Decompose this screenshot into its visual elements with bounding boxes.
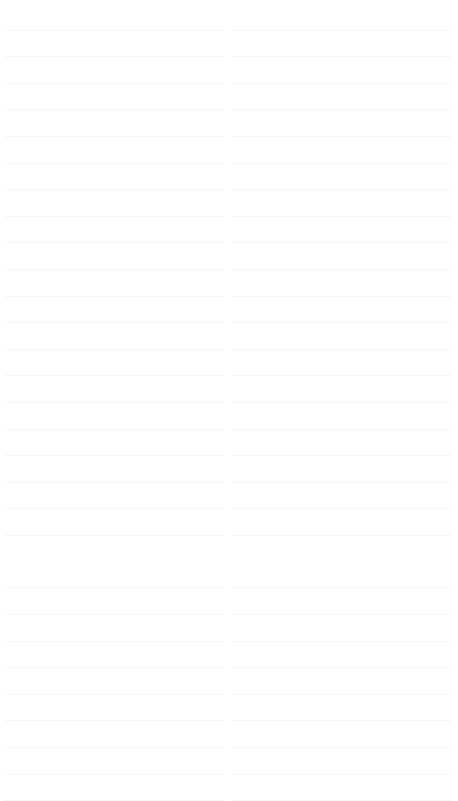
right-column-verse-line	[232, 350, 452, 377]
left-column-verse-line	[4, 642, 224, 669]
right-column-verse-line	[232, 4, 452, 31]
left-column-verse-line	[4, 721, 224, 748]
left-column-verse-line	[4, 31, 224, 58]
right-column-verse-line	[232, 270, 452, 297]
right-column-verse-line	[232, 164, 452, 191]
right-column-verse-line	[232, 84, 452, 111]
stanza-gap	[232, 536, 452, 562]
right-column-verse-line	[232, 217, 452, 244]
left-column-verse-line	[4, 323, 224, 350]
left-column-verse-line	[4, 137, 224, 164]
right-column-verse-line	[232, 483, 452, 510]
left-column-verse-line	[4, 562, 224, 589]
left-column-verse-line	[4, 748, 224, 775]
right-column-verse-line	[232, 748, 452, 775]
right-column-verse-line	[232, 775, 452, 801]
left-column-verse-line	[4, 84, 224, 111]
right-column-verse-line	[232, 456, 452, 483]
right-column-verse-line	[232, 190, 452, 217]
left-column-verse-line	[4, 456, 224, 483]
right-column-verse-line	[232, 297, 452, 324]
right-column-verse-line	[232, 57, 452, 84]
left-column-verse-line	[4, 483, 224, 510]
right-column-verse-line	[232, 376, 452, 403]
right-column-verse-line	[232, 323, 452, 350]
right-column-verse-line	[232, 588, 452, 615]
right-column-verse-line	[232, 668, 452, 695]
left-column-verse-line	[4, 430, 224, 457]
left-column-verse-line	[4, 588, 224, 615]
left-column-verse-line	[4, 775, 224, 801]
right-column-verse-line	[232, 110, 452, 137]
right-column-verse-line	[232, 137, 452, 164]
left-column-verse-line	[4, 668, 224, 695]
left-column-verse-line	[4, 243, 224, 270]
left-column-verse-line	[4, 297, 224, 324]
right-column-verse-line	[232, 509, 452, 536]
left-text-column	[4, 4, 224, 801]
right-column-verse-line	[232, 430, 452, 457]
left-column-verse-line	[4, 217, 224, 244]
left-column-verse-line	[4, 509, 224, 536]
right-column-verse-line	[232, 695, 452, 722]
right-column-verse-line	[232, 562, 452, 589]
left-column-verse-line	[4, 695, 224, 722]
right-column-verse-line	[232, 642, 452, 669]
left-column-verse-line	[4, 350, 224, 377]
right-column-verse-line	[232, 403, 452, 430]
left-column-verse-line	[4, 164, 224, 191]
left-column-verse-line	[4, 4, 224, 31]
left-column-verse-line	[4, 110, 224, 137]
left-column-verse-line	[4, 615, 224, 642]
left-column-verse-line	[4, 57, 224, 84]
right-column-verse-line	[232, 721, 452, 748]
right-text-column	[232, 4, 452, 801]
left-column-verse-line	[4, 376, 224, 403]
stanza-gap	[4, 536, 224, 562]
left-column-verse-line	[4, 403, 224, 430]
right-column-verse-line	[232, 243, 452, 270]
left-column-verse-line	[4, 190, 224, 217]
right-column-verse-line	[232, 31, 452, 58]
left-column-verse-line	[4, 270, 224, 297]
right-column-verse-line	[232, 615, 452, 642]
